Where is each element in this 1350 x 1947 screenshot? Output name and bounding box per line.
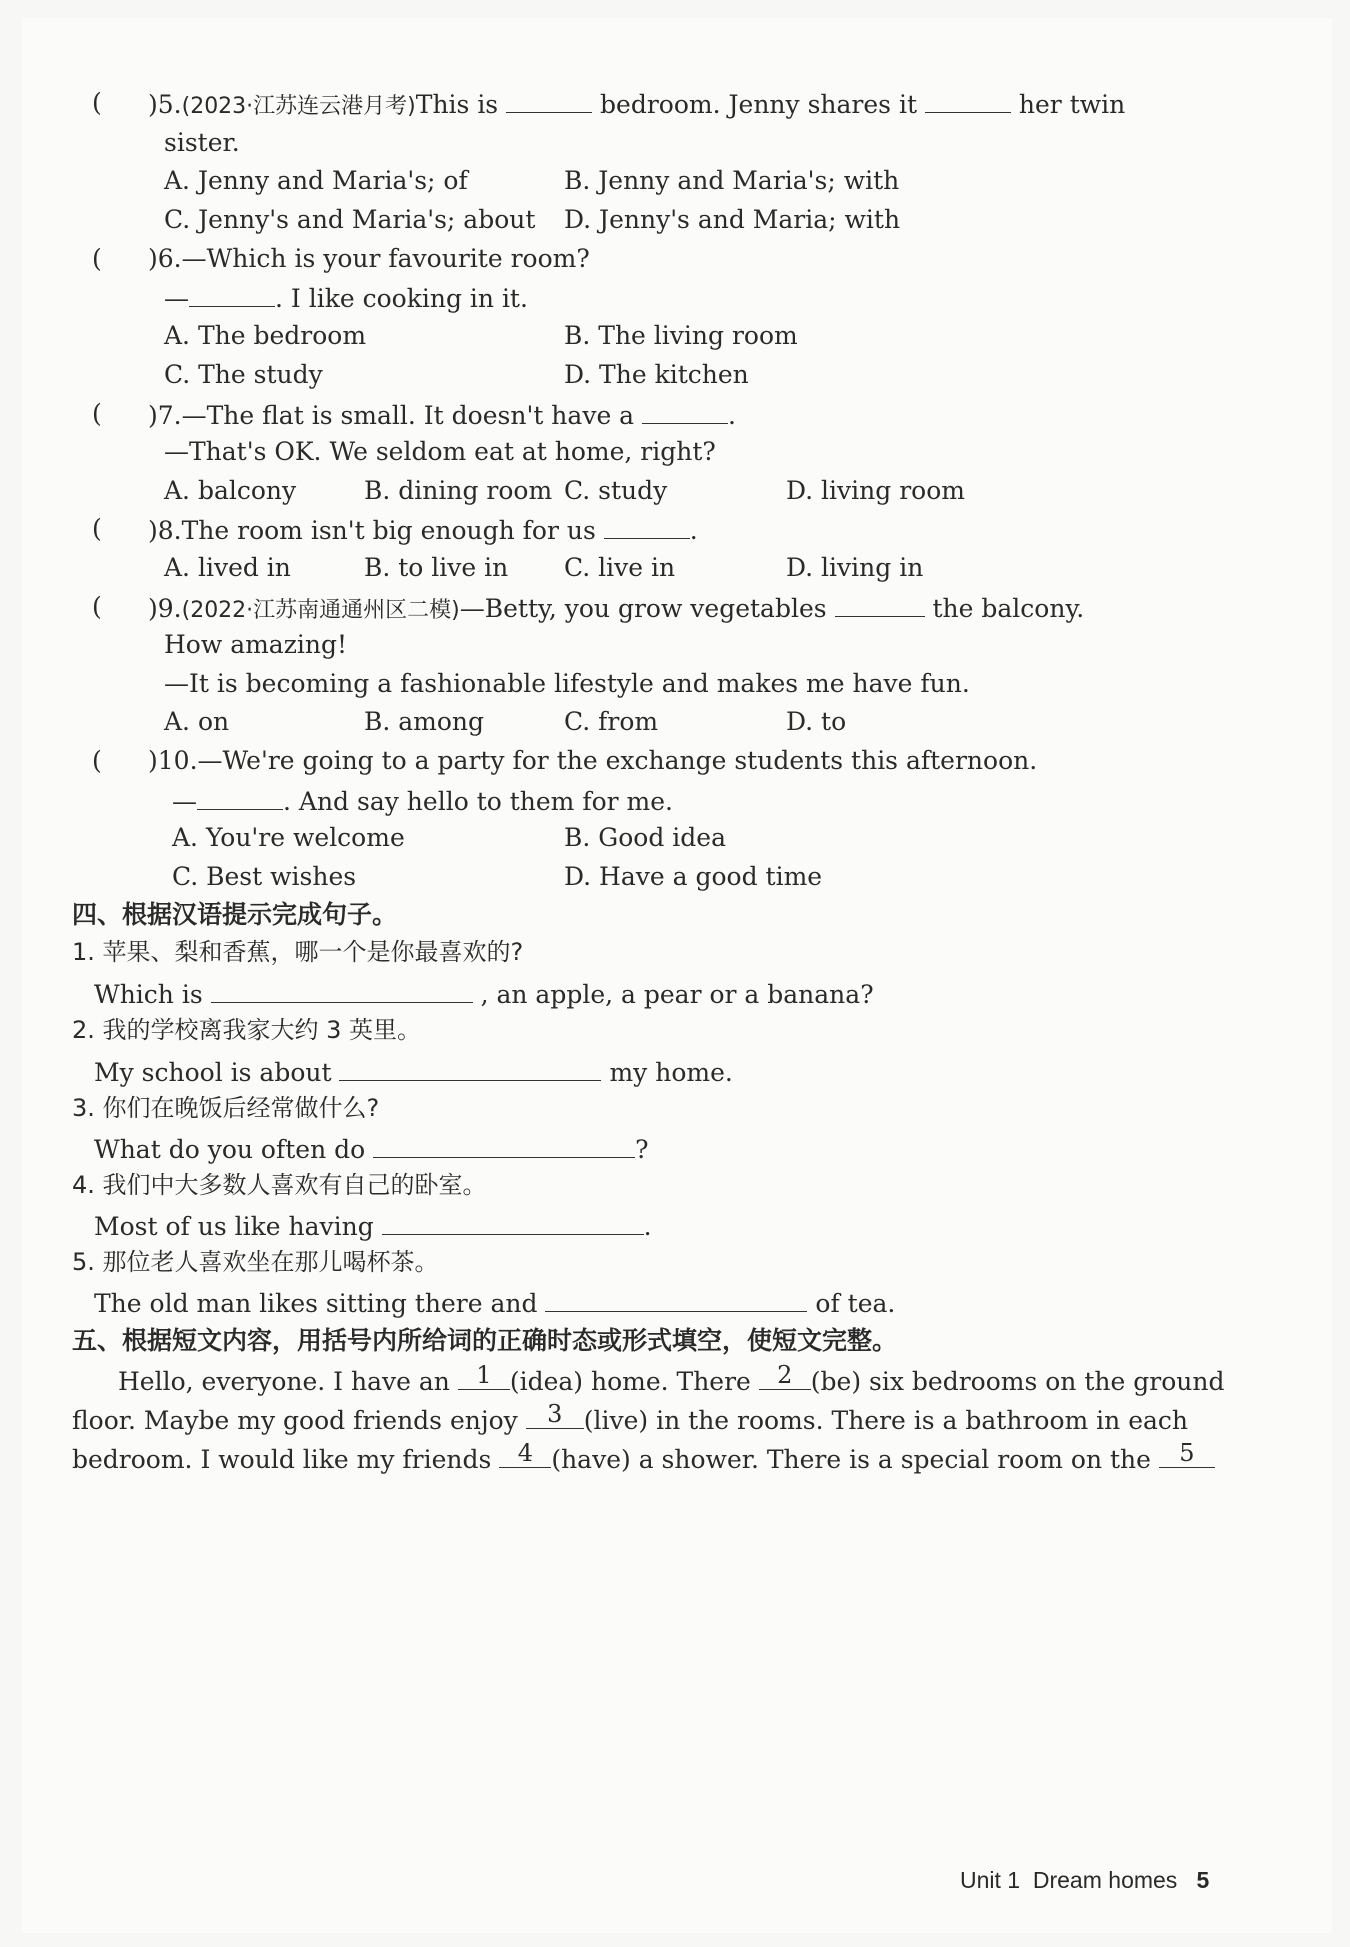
question-text: bedroom. Jenny shares it xyxy=(600,90,917,119)
option-d: D. Jenny's and Maria; with xyxy=(564,205,901,234)
passage-text: (idea) home. There xyxy=(509,1367,751,1396)
question-10 xyxy=(148,748,1037,773)
question-text: . I like cooking in it. xyxy=(275,284,528,313)
answer-paren[interactable]: ( xyxy=(92,746,102,775)
option-a: A. Jenny and Maria's; of xyxy=(164,166,468,195)
question-6 xyxy=(148,246,590,271)
unit-title: Dream homes xyxy=(1032,1867,1178,1893)
dash: — xyxy=(172,787,197,816)
answer-blank[interactable] xyxy=(211,980,473,1003)
answer-blank[interactable] xyxy=(642,401,728,424)
option-d: D. living room xyxy=(786,476,965,505)
passage-line xyxy=(72,1400,1189,1435)
answer-paren[interactable]: ( xyxy=(92,592,102,621)
question-text: —That's OK. We seldom eat at home, right? xyxy=(164,437,716,466)
sentence-start: My school is about xyxy=(94,1058,332,1087)
option-a: A. You're welcome xyxy=(172,823,405,852)
answer-paren[interactable]: ( xyxy=(92,88,102,117)
sentence-start: The old man likes sitting there and xyxy=(94,1289,538,1318)
blank-number: 4 xyxy=(517,1439,533,1467)
period: . xyxy=(728,401,736,430)
option-d: D. The kitchen xyxy=(564,360,749,389)
translation-line xyxy=(94,1135,649,1162)
passage-text: bedroom. I would like my friends xyxy=(72,1445,492,1474)
question-8 xyxy=(148,516,698,543)
option-b: B. to live in xyxy=(364,553,509,582)
option-a: A. on xyxy=(164,707,230,736)
option-b: B. among xyxy=(364,707,485,736)
question-text: her twin xyxy=(1018,90,1126,119)
question-number: )5. xyxy=(148,90,182,119)
blank-number: 3 xyxy=(547,1400,563,1428)
page-footer xyxy=(960,1869,1209,1892)
sentence-start: Which is xyxy=(94,980,203,1009)
question-text: —The flat is small. It doesn't have a xyxy=(181,401,635,430)
sentence-start: Most of us like having xyxy=(94,1212,374,1241)
page-number: 5 xyxy=(1196,1867,1210,1893)
sentence-end: ? xyxy=(635,1135,649,1164)
answer-blank[interactable] xyxy=(382,1212,644,1235)
option-c: C. Jenny's and Maria's; about xyxy=(164,205,536,234)
option-b: B. dining room xyxy=(364,476,553,505)
passage-line xyxy=(118,1361,1225,1396)
question-number: )9. xyxy=(148,594,182,623)
question-number: )7. xyxy=(148,401,182,430)
passage-text: (be) six bedrooms on the ground xyxy=(810,1367,1225,1396)
question-source: (2023·江苏连云港月考) xyxy=(181,94,416,119)
question-number: )6. xyxy=(148,244,182,273)
passage-text: (have) a shower. There is a special room on the xyxy=(551,1445,1151,1474)
translation-line xyxy=(94,980,874,1007)
answer-blank[interactable] xyxy=(835,594,925,617)
option-d: D. Have a good time xyxy=(564,862,823,891)
question-number: )8. xyxy=(148,516,182,545)
section-heading: 五、根据短文内容，用括号内所给词的正确时态或形式填空，使短文完整。 xyxy=(72,1326,898,1355)
answer-blank[interactable] xyxy=(506,90,592,113)
question-text: This is xyxy=(415,90,499,119)
option-c: C. The study xyxy=(164,360,323,389)
blank-number: 2 xyxy=(777,1361,793,1389)
answer-blank[interactable] xyxy=(925,90,1011,113)
answer-blank[interactable] xyxy=(189,284,275,307)
passage-text: Hello, everyone. I have an xyxy=(118,1367,450,1396)
answer-blank[interactable] xyxy=(197,787,283,810)
option-b: B. Good idea xyxy=(564,823,726,852)
answer-paren[interactable]: ( xyxy=(92,399,102,428)
question-text: —Which is your favourite room? xyxy=(181,244,590,273)
blank-number: 1 xyxy=(476,1361,492,1389)
numbered-blank[interactable] xyxy=(526,1400,584,1429)
question-text: The room isn't big enough for us xyxy=(181,516,596,545)
question-9 xyxy=(148,594,1084,622)
answer-blank[interactable] xyxy=(545,1289,807,1312)
sentence-end: . xyxy=(643,1212,652,1241)
sentence-end: , an apple, a pear or a banana? xyxy=(480,980,874,1009)
chinese-prompt: 5. 那位老人喜欢坐在那儿喝杯茶。 xyxy=(72,1248,439,1276)
dash: — xyxy=(164,284,189,313)
option-c: C. study xyxy=(564,476,668,505)
numbered-blank[interactable] xyxy=(759,1361,811,1390)
blank-number: 5 xyxy=(1179,1439,1195,1467)
passage-text: (live) in the rooms. There is a bathroom in each xyxy=(583,1406,1189,1435)
answer-blank[interactable] xyxy=(373,1135,635,1158)
option-c: C. from xyxy=(564,707,659,736)
passage-line xyxy=(72,1439,1215,1474)
question-text: —Betty, you grow vegetables xyxy=(459,594,827,623)
answer-blank[interactable] xyxy=(339,1058,601,1081)
answer-blank[interactable] xyxy=(604,516,690,539)
option-a: A. lived in xyxy=(164,553,291,582)
question-text: . And say hello to them for me. xyxy=(283,787,673,816)
question-6-response xyxy=(164,284,528,311)
unit-label: Unit 1 xyxy=(960,1867,1021,1893)
option-a: A. The bedroom xyxy=(164,321,367,350)
question-5 xyxy=(148,90,1125,118)
numbered-blank[interactable] xyxy=(499,1439,551,1468)
option-c: C. Best wishes xyxy=(172,862,357,891)
translation-line xyxy=(94,1212,652,1239)
chinese-prompt: 3. 你们在晚饭后经常做什么? xyxy=(72,1094,380,1122)
option-a: A. balcony xyxy=(164,476,297,505)
chinese-prompt: 2. 我的学校离我家大约 3 英里。 xyxy=(72,1016,422,1044)
option-d: D. to xyxy=(786,707,847,736)
chinese-prompt: 4. 我们中大多数人喜欢有自己的卧室。 xyxy=(72,1171,487,1199)
sentence-end: my home. xyxy=(609,1058,733,1087)
question-10-response xyxy=(172,787,673,814)
worksheet-page xyxy=(22,18,1332,1933)
option-c: C. live in xyxy=(564,553,676,582)
question-text: —We're going to a party for the exchange students this afternoon. xyxy=(197,746,1038,775)
question-text: the balcony. xyxy=(932,594,1085,623)
sentence-start: What do you often do xyxy=(94,1135,366,1164)
question-text: —It is becoming a fashionable lifestyle and makes me have fun. xyxy=(164,669,970,698)
option-d: D. living in xyxy=(786,553,924,582)
translation-line xyxy=(94,1289,895,1316)
numbered-blank[interactable] xyxy=(458,1361,510,1390)
translation-line xyxy=(94,1058,733,1085)
section-heading: 四、根据汉语提示完成句子。 xyxy=(72,900,398,929)
sentence-end: of tea. xyxy=(815,1289,896,1318)
chinese-prompt: 1. 苹果、梨和香蕉，哪一个是你最喜欢的? xyxy=(72,938,524,966)
period: . xyxy=(689,516,698,545)
option-b: B. Jenny and Maria's; with xyxy=(564,166,900,195)
passage-text: floor. Maybe my good friends enjoy xyxy=(72,1406,518,1435)
option-b: B. The living room xyxy=(564,321,798,350)
question-text: sister. xyxy=(164,128,240,157)
answer-paren[interactable]: ( xyxy=(92,244,102,273)
question-source: (2022·江苏南通通州区二模) xyxy=(181,598,460,623)
numbered-blank[interactable] xyxy=(1159,1439,1215,1468)
answer-paren[interactable]: ( xyxy=(92,514,102,543)
question-7 xyxy=(148,401,736,428)
question-text: How amazing! xyxy=(164,630,348,659)
question-number: )10. xyxy=(148,746,198,775)
